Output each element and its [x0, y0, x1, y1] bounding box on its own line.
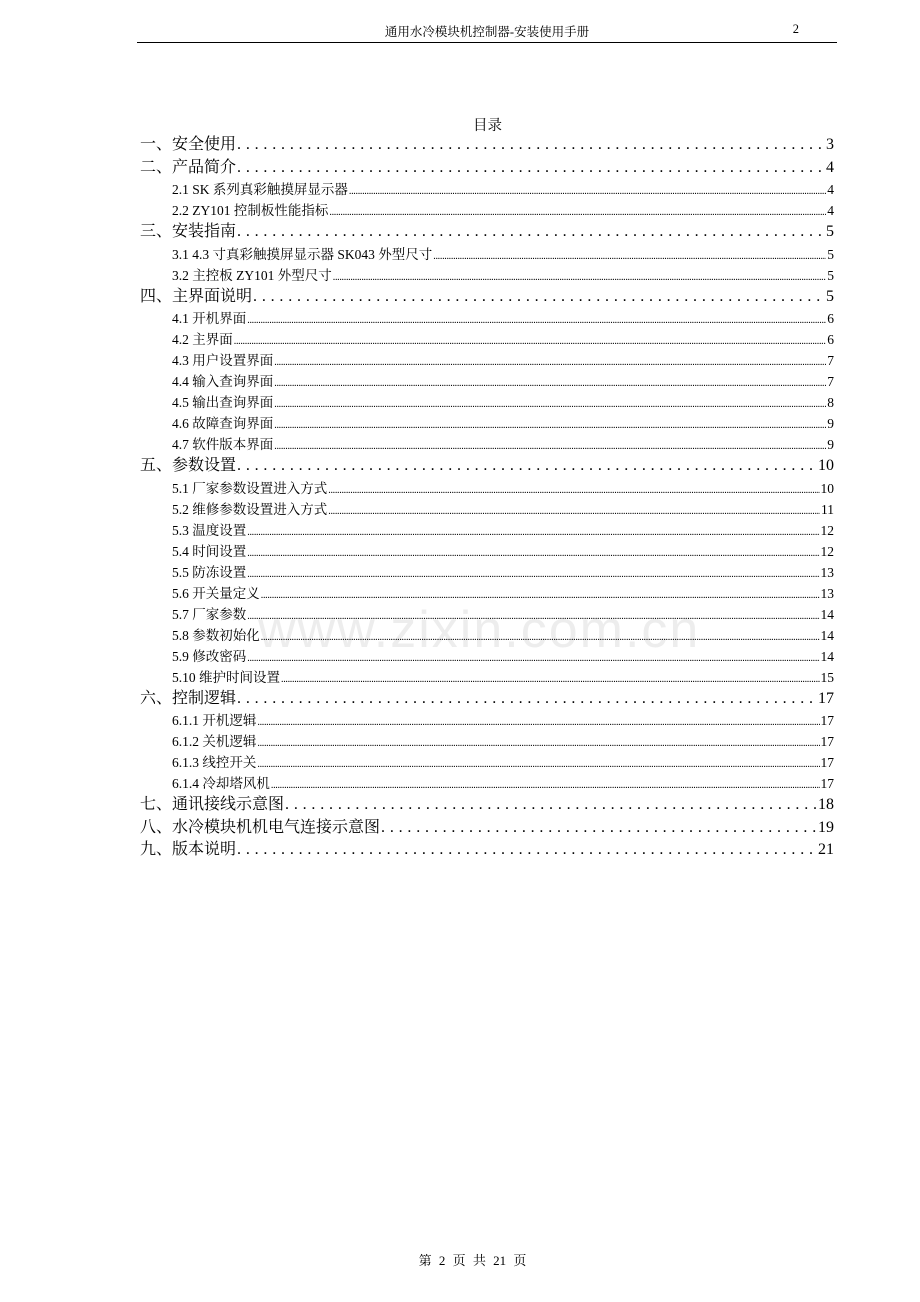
toc-entry-section[interactable] [140, 244, 834, 265]
toc-entry-page: 7 [827, 374, 834, 389]
page-footer: 第 2 页 共 21 页 [418, 1253, 527, 1268]
toc-entry-section[interactable] [140, 710, 834, 731]
toc-entry-label: 5.4 时间设置 [172, 543, 247, 559]
toc-entry-section[interactable] [140, 413, 834, 434]
toc-entry-label: 4.6 故障查询界面 [172, 416, 274, 431]
toc-entry-page: 17 [820, 713, 834, 728]
toc-dot-leader [257, 710, 819, 731]
table-of-contents [140, 134, 834, 862]
watermark: www.zixin.com.cn [258, 601, 701, 659]
toc-entry-page: 6 [827, 332, 834, 347]
toc-dot-leader [433, 244, 826, 265]
toc-dot-leader [349, 179, 826, 200]
toc-dot-leader [247, 562, 819, 583]
toc-entry-section[interactable] [140, 731, 834, 752]
toc-entry-page: 4 [826, 158, 834, 176]
toc-entry-section[interactable] [140, 562, 834, 583]
toc-dot-leader [257, 731, 819, 752]
toc-entry-page: 14 [820, 648, 834, 664]
toc-entry-section[interactable] [140, 499, 834, 520]
toc-entry-label: 三、安装指南 [140, 223, 237, 240]
toc-entry-section[interactable] [140, 350, 834, 371]
toc-entry-section[interactable] [140, 371, 834, 392]
toc-entry-label: 3.2 主控板 ZY101 外型尺寸 [172, 267, 332, 283]
toc-dot-leader [271, 773, 820, 794]
toc-entry-label: 六、控制逻辑 [140, 689, 237, 707]
toc-dot-leader [247, 541, 819, 562]
toc-dot-leader [329, 200, 826, 221]
page-header [137, 18, 837, 43]
toc-entry-chapter[interactable] [140, 688, 834, 711]
toc-entry-section[interactable] [140, 434, 834, 455]
toc-dot-leader [281, 667, 820, 688]
toc-entry-page: 12 [820, 543, 834, 559]
toc-entry-page: 17 [820, 734, 834, 749]
toc-entry-page: 5 [827, 246, 834, 262]
toc-entry-page: 21 [818, 841, 834, 858]
toc-dot-leader [381, 817, 817, 839]
toc-entry-page: 5 [826, 287, 834, 305]
toc-entry-label: 5.5 防冻设置 [172, 564, 247, 580]
toc-dot-leader [237, 221, 825, 243]
toc-entry-label: 2.1 SK 系列真彩触摸屏显示器 [172, 182, 348, 197]
toc-entry-section[interactable] [140, 200, 834, 221]
toc-dot-leader [333, 265, 827, 286]
toc-entry-chapter[interactable] [140, 839, 834, 862]
toc-entry-label: 5.9 修改密码 [172, 648, 247, 664]
toc-entry-page: 18 [818, 796, 834, 813]
toc-entry-label: 6.1.3 线控开关 [172, 755, 257, 770]
toc-entry-section[interactable] [140, 265, 834, 286]
toc-entry-chapter[interactable] [140, 221, 834, 244]
toc-entry-label: 4.7 软件版本界面 [172, 437, 274, 452]
toc-entry-chapter[interactable] [140, 157, 834, 180]
toc-entry-label: 6.1.1 开机逻辑 [172, 713, 257, 728]
toc-entry-label: 5.7 厂家参数 [172, 606, 247, 622]
toc-entry-page: 10 [820, 480, 834, 496]
toc-entry-label: 二、产品简介 [140, 158, 237, 176]
toc-dot-leader [274, 371, 826, 392]
toc-entry-page: 13 [820, 564, 834, 580]
toc-dot-leader [237, 157, 825, 179]
toc-entry-chapter[interactable] [140, 817, 834, 840]
toc-entry-section[interactable] [140, 541, 834, 562]
toc-title: 目录 [473, 118, 502, 134]
toc-entry-page: 11 [821, 501, 834, 517]
toc-entry-label: 6.1.4 冷却塔风机 [172, 776, 270, 791]
toc-dot-leader [274, 392, 826, 413]
toc-entry-chapter[interactable] [140, 455, 834, 478]
toc-entry-label: 八、水冷模块机机电气连接示意图 [140, 818, 381, 836]
toc-entry-page: 4 [827, 203, 834, 218]
toc-dot-leader [237, 455, 817, 477]
toc-entry-section[interactable] [140, 520, 834, 541]
toc-entry-page: 4 [827, 182, 834, 197]
toc-entry-label: 5.6 开关量定义 [172, 585, 260, 601]
toc-dot-leader [328, 478, 819, 499]
header-title: 通用水冷模块机控制器-安装使用手册 [384, 25, 590, 39]
toc-entry-section[interactable] [140, 667, 834, 688]
toc-entry-label: 一、安全使用 [140, 136, 237, 153]
toc-dot-leader [237, 839, 817, 861]
toc-entry-page: 6 [827, 311, 834, 326]
toc-entry-page: 9 [827, 437, 834, 452]
toc-entry-page: 15 [820, 669, 834, 685]
toc-dot-leader [285, 794, 817, 816]
toc-entry-label: 5.2 维修参数设置进入方式 [172, 501, 328, 517]
toc-entry-label: 四、主界面说明 [140, 287, 253, 305]
toc-entry-page: 7 [827, 353, 834, 368]
toc-entry-page: 17 [820, 755, 834, 770]
toc-entry-page: 13 [820, 585, 834, 601]
toc-dot-leader [234, 329, 827, 350]
toc-entry-page: 12 [820, 522, 834, 538]
toc-entry-label: 3.1 4.3 寸真彩触摸屏显示器 SK043 外型尺寸 [172, 246, 433, 262]
toc-entry-page: 19 [818, 818, 834, 836]
toc-entry-chapter[interactable] [140, 286, 834, 309]
toc-entry-label: 4.1 开机界面 [172, 311, 247, 326]
toc-entry-label: 九、版本说明 [140, 841, 237, 858]
toc-entry-section[interactable] [140, 752, 834, 773]
toc-entry-page: 14 [820, 606, 834, 622]
toc-entry-page: 17 [820, 776, 834, 791]
toc-entry-label: 5.3 温度设置 [172, 522, 247, 538]
toc-entry-label: 五、参数设置 [140, 457, 237, 474]
toc-dot-leader [274, 350, 826, 371]
toc-entry-label: 4.3 用户设置界面 [172, 353, 274, 368]
toc-dot-leader [237, 688, 817, 710]
toc-entry-page: 17 [818, 689, 834, 707]
toc-dot-leader [253, 286, 825, 308]
toc-entry-label: 2.2 ZY101 控制板性能指标 [172, 203, 329, 218]
toc-entry-section[interactable] [140, 478, 834, 499]
toc-entry-section[interactable] [140, 773, 834, 794]
toc-entry-label: 5.8 参数初始化 [172, 627, 260, 643]
toc-entry-page: 3 [826, 136, 834, 153]
toc-dot-leader [257, 752, 819, 773]
toc-dot-leader [247, 308, 826, 329]
toc-entry-label: 6.1.2 关机逻辑 [172, 734, 257, 749]
toc-entry-chapter[interactable] [140, 794, 834, 817]
toc-entry-section[interactable] [140, 329, 834, 350]
toc-entry-page: 10 [818, 457, 834, 474]
toc-entry-section[interactable] [140, 308, 834, 329]
toc-entry-section[interactable] [140, 179, 834, 200]
toc-entry-chapter[interactable] [140, 134, 834, 157]
toc-dot-leader [274, 413, 826, 434]
toc-entry-label: 4.5 输出查询界面 [172, 395, 274, 410]
toc-entry-label: 5.1 厂家参数设置进入方式 [172, 480, 328, 496]
toc-dot-leader [237, 134, 825, 156]
toc-entry-page: 5 [826, 223, 834, 240]
toc-entry-section[interactable] [140, 392, 834, 413]
toc-entry-page: 14 [820, 627, 834, 643]
toc-dot-leader [274, 434, 826, 455]
toc-entry-page: 9 [827, 416, 834, 431]
toc-entry-page: 8 [827, 395, 834, 410]
toc-dot-leader [328, 499, 820, 520]
header-page-number: 2 [792, 22, 799, 36]
toc-entry-label: 4.4 输入查询界面 [172, 374, 274, 389]
toc-entry-page: 5 [827, 267, 834, 283]
toc-entry-label: 4.2 主界面 [172, 332, 233, 347]
toc-entry-label: 5.10 维护时间设置 [172, 669, 280, 685]
toc-entry-label: 七、通讯接线示意图 [140, 796, 285, 813]
toc-dot-leader [247, 520, 819, 541]
